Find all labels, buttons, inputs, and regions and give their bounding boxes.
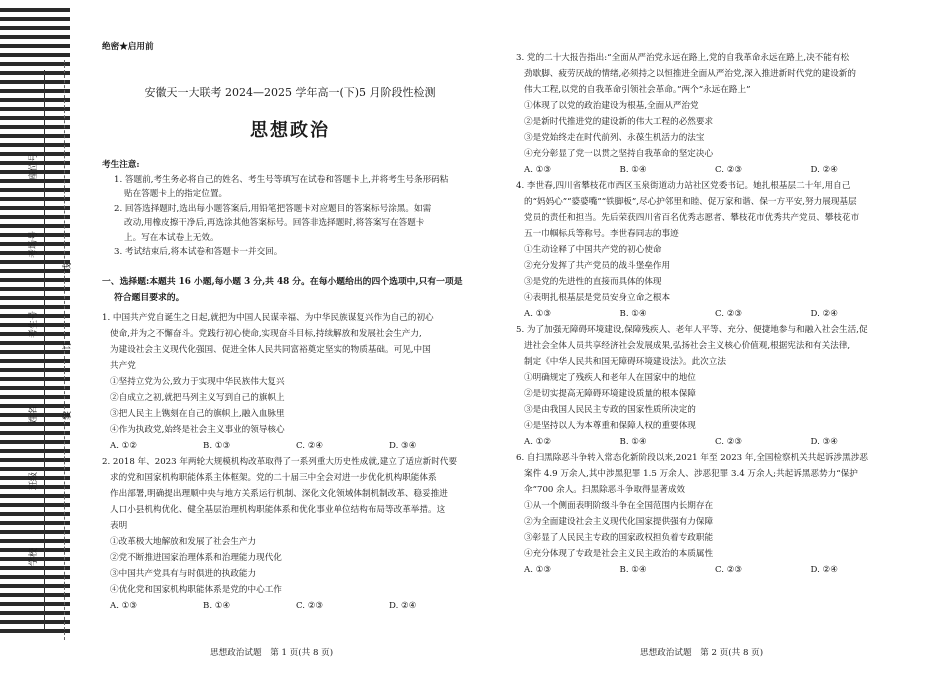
statement-item: ①明确规定了残疾人和老年人在国家中的地位 — [524, 373, 696, 383]
statement-item: ②是新时代推进党的建设新的伟大工程的必然要求 — [524, 117, 714, 127]
stripe — [0, 143, 70, 147]
stripe — [0, 35, 70, 39]
stripe — [0, 350, 70, 354]
question-stem-line: 人口小县机构优化、健全基层治理机构职能体系和优化事业单位结构布局等改革举措。这 — [110, 505, 446, 515]
question — [516, 50, 906, 178]
school-label: 学校 — [29, 547, 39, 566]
binding-line-mark: 线 — [63, 262, 73, 272]
statement-item: ③是由我国人民民主专政的国家性质所决定的 — [524, 405, 696, 415]
statement-item: ②充分发挥了共产党员的战斗堡垒作用 — [524, 261, 671, 271]
answer-option[interactable]: B. ①④ — [619, 165, 647, 175]
stripe — [0, 62, 70, 66]
page-footer-left: 思想政治试题 第 1 页(共 8 页) — [210, 648, 334, 658]
question-stem-line: 5. 为了加强无障碍环境建设,保障残疾人、老年人平等、充分、便捷地参与和融入社会生活,促 — [516, 325, 868, 335]
answer-option[interactable]: A. ①② — [524, 437, 552, 447]
stripe — [0, 206, 70, 210]
statement-item: ②自成立之初,就把马列主义写到自己的旗帜上 — [110, 393, 285, 403]
answer-option[interactable]: C. ②④ — [296, 441, 324, 451]
stripe — [0, 134, 70, 138]
section-heading-line: 一、选择题:本题共 16 小题,每小题 3 分,共 48 分。在每小题给出的四个选项中,只有一项是 — [102, 277, 463, 287]
exam-title: 安徽天一大联考 2024—2025 学年高一(下)5 月阶段性检测 — [144, 86, 436, 99]
question-stem-line: 党员的责任和担当。先后荣获四川省百名优秀志愿者、攀枝花市优秀共产党员、攀枝花市 — [524, 213, 860, 223]
stripe — [0, 377, 70, 381]
question — [516, 322, 906, 450]
answer-option[interactable]: D. ②④ — [389, 601, 417, 611]
stripe — [0, 296, 70, 300]
cut-line — [64, 60, 65, 640]
answer-option[interactable]: A. ①③ — [524, 309, 552, 319]
stripe — [0, 305, 70, 309]
question-stem-line: 2. 2018 年、2023 年两轮大规模机构改革取得了一系列重大历史性成就,建立了适应新时代要 — [102, 457, 458, 467]
stripe — [0, 44, 70, 48]
stripe — [0, 566, 70, 570]
question-stem-line: 伟大工程,以党的自我革命引领社会革命。”两个“永远在路上” — [524, 85, 751, 95]
statement-item: ①生动诠释了中国共产党的初心使命 — [524, 245, 662, 255]
answer-options — [516, 162, 906, 178]
binding-bind-mark: 装 — [63, 410, 73, 420]
question-stem-line: 为建设社会主义现代化强国、促进全体人民共同富裕奠定坚实的物质基础。可见,中国 — [110, 345, 431, 355]
question-stem-line: 的“妈妈心”“婆婆嘴”“铁脚板”,尽心护邻里和睦、促万家和谐、保一方平安,努力展现基层 — [524, 197, 857, 207]
stripe — [0, 611, 70, 615]
answer-option[interactable]: D. ③④ — [389, 441, 417, 451]
stripe — [0, 98, 70, 102]
statement-item: ③把人民主上镌刻在自己的旗帜上,融入血脉里 — [110, 409, 285, 419]
statement-item: ①从一个侧面表明阶级斗争在全国范围内长期存在 — [524, 501, 714, 511]
stripe — [0, 503, 70, 507]
question — [102, 454, 482, 614]
answer-option[interactable]: A. ①③ — [524, 565, 552, 575]
notice-title: 考生注意: — [102, 160, 140, 170]
stripe — [0, 620, 70, 624]
question-stem-line: 共产党 — [110, 361, 136, 371]
answer-option[interactable]: A. ①③ — [110, 601, 138, 611]
stripe — [0, 449, 70, 453]
stripe — [0, 197, 70, 201]
question-stem-line: 案件 4.9 万余人,其中涉黑犯罪 1.5 万余人、涉恶犯罪 3.4 万余人;共起诉黑恶势力“保护 — [524, 469, 858, 479]
notice-block — [102, 158, 482, 260]
question — [516, 450, 906, 578]
stripe — [0, 53, 70, 57]
question-stem-line: 表明 — [110, 521, 128, 531]
notice-item: 上。写在本试卷上无效。 — [124, 232, 219, 243]
stripe — [0, 368, 70, 372]
question-stem-line: 3. 党的二十大报告指出:“全面从严治党永远在路上,党的自我革命永远在路上,决不能有松 — [516, 53, 850, 63]
stripe — [0, 224, 70, 228]
seat-number-label: 座位号 — [29, 152, 39, 180]
question-stem-line: 4. 李世春,四川省攀枝花市西区玉泉街道动力站社区党委书记。她扎根基层二十年,用自己 — [516, 181, 851, 191]
answer-option[interactable]: B. ①④ — [203, 601, 231, 611]
statement-item: ③是党始终走在时代前列、永葆生机活力的法宝 — [524, 133, 705, 143]
info-rule — [44, 70, 45, 630]
question-stem-line: 求的党和国家机构职能体系主体框架。党的二十届三中全会对进一步优化机构职能体系 — [110, 473, 437, 483]
candidate-number-label: 考生号 — [29, 310, 39, 338]
stripe — [0, 116, 70, 120]
stripe — [0, 575, 70, 579]
answer-option[interactable]: A. ①③ — [524, 165, 552, 175]
stripe — [0, 80, 70, 84]
statement-item: ④充分彰显了党一以贯之坚持自我革命的坚定决心 — [524, 149, 714, 159]
stripe — [0, 431, 70, 435]
binding-margin — [0, 0, 92, 688]
statement-item: ②是切实提高无障碍环境建设质量的根本保障 — [524, 389, 696, 399]
statement-item: ④表明扎根基层是党员安身立命之根本 — [524, 293, 671, 303]
stripe — [0, 125, 70, 129]
statement-item: ④充分体现了专政是社会主义民主政治的本质属性 — [524, 549, 714, 559]
subject-title: 思想政治 — [250, 120, 330, 141]
stripe — [0, 26, 70, 30]
section-heading — [102, 274, 482, 306]
class-label: 班级 — [29, 471, 39, 490]
question — [516, 178, 906, 322]
notice-item: 贴在答题卡上的指定位置。 — [124, 189, 228, 199]
answer-option[interactable]: C. ②③ — [715, 165, 743, 175]
stripe — [0, 602, 70, 606]
section-heading-line: 符合题目要求的。 — [114, 293, 185, 303]
stripe — [0, 530, 70, 534]
answer-option[interactable]: A. ①② — [110, 441, 138, 451]
question-stem-line: 劲歇脚、疲劳厌战的情绪,必须持之以恒推进全面从严治党,深入推进新时代党的建设新的 — [524, 69, 857, 79]
stripe — [0, 521, 70, 525]
notice-item: 3. 考试结束后,将本试卷和答题卡一并交回。 — [114, 247, 283, 257]
answer-option[interactable]: C. ②③ — [715, 437, 743, 447]
stripe — [0, 359, 70, 363]
answer-option[interactable]: C. ②③ — [715, 309, 743, 319]
statement-item: ③中国共产党具有与时俱进的执政能力 — [110, 569, 257, 579]
statement-item: ③彰显了人民民主专政的国家政权担负着专政职能 — [524, 533, 714, 543]
answer-option[interactable]: D. ②④ — [810, 565, 838, 575]
stripe — [0, 512, 70, 516]
question-stem-line: 使命,并为之不懈奋斗。党践行初心使命,实现奋斗目标,持续解放和发展社会生产力, — [110, 329, 422, 339]
question-stem-line: 作出部署,明确提出理顺中央与地方关系运行机制、深化文化领域体制机制改革、稳妥推进 — [110, 489, 448, 499]
question-stem-line: 伞”700 余人。扫黑除恶斗争取得显著成效 — [524, 485, 686, 495]
notice-item: 1. 答题前,考生务必将自己的姓名、考生号等填写在试卷和答题卡上,并将考生号条形码粘 — [114, 174, 449, 185]
exam-room-label: 考场号 — [29, 230, 39, 258]
stripe — [0, 107, 70, 111]
stripe — [0, 467, 70, 471]
stripe — [0, 17, 70, 21]
stripe — [0, 188, 70, 192]
stripe — [0, 458, 70, 462]
answer-option[interactable]: D. ②④ — [810, 165, 838, 175]
stripe — [0, 287, 70, 291]
page-footer-right: 思想政治试题 第 2 页(共 8 页) — [640, 648, 764, 658]
answer-option[interactable]: D. ③④ — [810, 437, 838, 447]
answer-option[interactable]: B. ①④ — [619, 309, 647, 319]
question-stem-line: 1. 中国共产党自诞生之日起,就把为中国人民谋幸福、为中华民族谋复兴作为自己的初心 — [102, 313, 434, 323]
stripe — [0, 539, 70, 543]
stripe — [0, 278, 70, 282]
stripe — [0, 8, 70, 12]
stripe — [0, 71, 70, 75]
stripe — [0, 584, 70, 588]
statement-item: ①坚持立党为公,致力于实现中华民族伟大复兴 — [110, 377, 285, 387]
answer-option[interactable]: D. ②④ — [810, 309, 838, 319]
stripe — [0, 386, 70, 390]
stripe — [0, 494, 70, 498]
stripe — [0, 629, 70, 633]
answer-option[interactable]: B. ①④ — [619, 437, 647, 447]
statement-item: ①改革极大地解放和发展了社会生产力 — [110, 537, 257, 547]
right-column — [516, 50, 906, 578]
statement-item: ④作为执政党,始终是社会主义事业的领导核心 — [110, 425, 285, 435]
answer-options — [516, 434, 906, 450]
name-label: 姓名 — [29, 405, 39, 424]
question — [102, 310, 482, 454]
statement-item: ④是坚持以人为本尊重和保障人权的重要体现 — [524, 421, 696, 431]
question-stem-line: 6. 自扫黑除恶斗争转入常态化新阶段以来,2021 年至 2023 年,全国检察机关共起诉涉黑涉恶 — [516, 453, 868, 463]
answer-options — [516, 306, 906, 322]
stripe — [0, 593, 70, 597]
question-stem-line: 五一巾帼标兵等称号。李世春同志的事迹 — [524, 229, 679, 239]
notice-item: 2. 回答选择题时,选出每小题答案后,用铅笔把答题卡对应题目的答案标号涂黑。如需 — [114, 203, 432, 214]
statement-item: ①体现了以党的政治建设为根基,全面从严治党 — [524, 101, 699, 111]
answer-options — [516, 562, 906, 578]
notice-item: 改动,用橡皮擦干净后,再选涂其他答案标号。回答非选择题时,将答案写在答题卡 — [124, 218, 425, 228]
stripe — [0, 89, 70, 93]
left-column — [102, 310, 482, 614]
answer-option[interactable]: B. ①③ — [203, 441, 231, 451]
answer-option[interactable]: C. ②③ — [296, 601, 324, 611]
answer-options — [102, 598, 482, 614]
stripe — [0, 395, 70, 399]
secret-mark: 绝密★启用前 — [102, 42, 154, 52]
question-stem-line: 进社会全体人员共享经济社会发展成果,弘扬社会主义核心价值观,根据宪法和有关法律, — [524, 341, 851, 351]
stripe — [0, 215, 70, 219]
statement-item: ③是党的先进性的直接而具体的体现 — [524, 277, 662, 287]
question-stem-line: 制定《中华人民共和国无障碍环境建设法》。此次立法 — [524, 357, 726, 367]
answer-option[interactable]: C. ②③ — [715, 565, 743, 575]
statement-item: ②为全面建设社会主义现代化国家提供强有力保障 — [524, 517, 714, 527]
answer-option[interactable]: B. ①④ — [619, 565, 647, 575]
stripe — [0, 440, 70, 444]
binding-staple-mark: 订 — [63, 340, 73, 350]
answer-options — [102, 438, 482, 454]
statement-item: ②党不断推进国家治理体系和治理能力现代化 — [110, 553, 282, 563]
statement-item: ④优化党和国家机构职能体系是党的中心工作 — [110, 585, 282, 595]
